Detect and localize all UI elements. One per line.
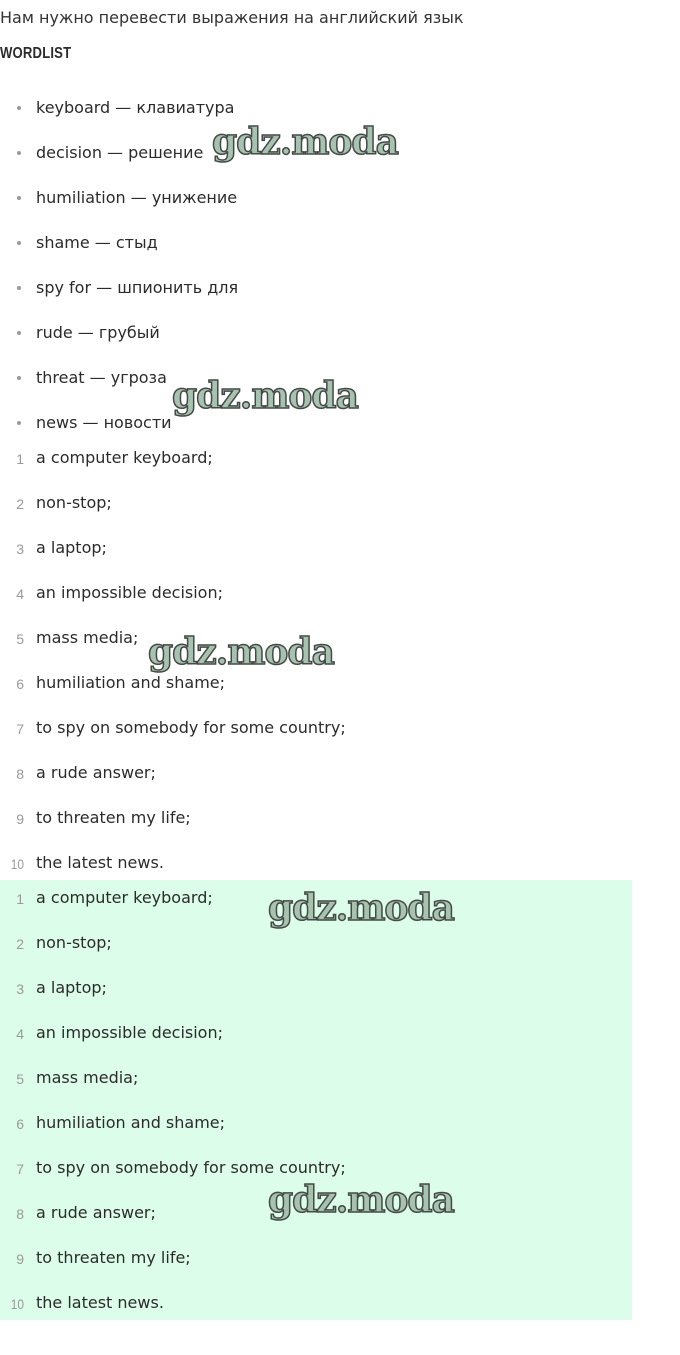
wordlist-item-text: decision — решение	[36, 143, 204, 162]
wordlist-item	[0, 367, 238, 412]
wordlist-item	[0, 277, 238, 322]
answer-item-text: humiliation and shame;	[36, 1113, 226, 1132]
task-item-text: to spy on somebody for some country;	[36, 718, 346, 737]
task-item-text: non-stop;	[36, 493, 112, 512]
answer-item-text: to spy on somebody for some country;	[36, 1158, 346, 1177]
task-item	[0, 807, 346, 852]
item-number: 4	[16, 586, 24, 602]
bullet-icon	[17, 196, 21, 200]
wordlist-item-text: humiliation — унижение	[36, 188, 238, 207]
task-item	[0, 627, 346, 672]
task-list	[0, 447, 346, 897]
answer-item-text: a computer keyboard;	[36, 888, 213, 907]
wordlist-item-text: news — новости	[36, 413, 172, 432]
wordlist-item-text: keyboard — клавиатура	[36, 98, 235, 117]
task-item-text: the latest news.	[36, 853, 164, 872]
task-item-text: a rude answer;	[36, 763, 156, 782]
bullet-icon	[17, 286, 21, 290]
item-number: 7	[16, 721, 24, 737]
watermark-logo: gdz.moda	[268, 887, 454, 929]
item-number: 5	[16, 631, 24, 647]
watermark-logo: gdz.moda	[268, 1179, 454, 1221]
task-item	[0, 717, 346, 762]
item-number: 4	[16, 1026, 24, 1042]
bullet-icon	[17, 331, 21, 335]
answer-item-text: to threaten my life;	[36, 1248, 191, 1267]
wordlist-item	[0, 142, 238, 187]
item-number: 7	[16, 1161, 24, 1177]
answer-item	[0, 932, 346, 977]
answer-list	[0, 887, 346, 1337]
task-item-text: an impossible decision;	[36, 583, 223, 602]
answer-item	[0, 887, 346, 932]
task-item	[0, 537, 346, 582]
wordlist-item-text: spy for — шпионить для	[36, 278, 239, 297]
wordlist-item	[0, 97, 238, 142]
answer-item	[0, 1292, 346, 1337]
wordlist	[0, 97, 238, 457]
item-number: 6	[16, 676, 24, 692]
item-number: 3	[16, 541, 24, 557]
item-number: 6	[16, 1116, 24, 1132]
wordlist-item	[0, 232, 238, 277]
answer-item	[0, 977, 346, 1022]
task-item	[0, 672, 346, 717]
answer-item-text: a rude answer;	[36, 1203, 156, 1222]
answer-item	[0, 1067, 346, 1112]
bullet-icon	[17, 106, 21, 110]
wordlist-item	[0, 187, 238, 232]
task-instruction: Нам нужно перевести выражения на английский язык	[0, 8, 464, 27]
task-item	[0, 492, 346, 537]
task-item-text: a laptop;	[36, 538, 107, 557]
item-number: 10	[10, 1296, 24, 1312]
item-number: 2	[16, 496, 24, 512]
answer-item-text: a laptop;	[36, 978, 107, 997]
bullet-icon	[17, 421, 21, 425]
item-number: 2	[16, 936, 24, 952]
item-number: 9	[16, 811, 24, 827]
answer-item	[0, 1112, 346, 1157]
task-item-text: to threaten my life;	[36, 808, 191, 827]
bullet-icon	[17, 376, 21, 380]
item-number: 10	[10, 856, 24, 872]
answer-item-text: non-stop;	[36, 933, 112, 952]
wordlist-item-text: threat — угроза	[36, 368, 167, 387]
item-number: 5	[16, 1071, 24, 1087]
wordlist-heading: WORDLIST	[0, 45, 72, 62]
task-item-text: a computer keyboard;	[36, 448, 213, 467]
item-number: 1	[16, 891, 24, 907]
answer-item	[0, 1157, 346, 1202]
bullet-icon	[17, 151, 21, 155]
item-number: 8	[16, 1206, 24, 1222]
answer-item-text: the latest news.	[36, 1293, 164, 1312]
wordlist-item-text: rude — грубый	[36, 323, 160, 342]
task-item	[0, 582, 346, 627]
answer-item	[0, 1202, 346, 1247]
answer-item-text: mass media;	[36, 1068, 139, 1087]
watermark-logo: gdz.moda	[172, 375, 358, 417]
item-number: 9	[16, 1251, 24, 1267]
answer-item-text: an impossible decision;	[36, 1023, 223, 1042]
task-item	[0, 762, 346, 807]
item-number: 3	[16, 981, 24, 997]
item-number: 8	[16, 766, 24, 782]
wordlist-item-text: shame — стыд	[36, 233, 158, 252]
task-item-text: humiliation and shame;	[36, 673, 226, 692]
bullet-icon	[17, 241, 21, 245]
task-item-text: mass media;	[36, 628, 139, 647]
watermark-logo: gdz.moda	[148, 631, 334, 673]
answer-item	[0, 1022, 346, 1067]
wordlist-item	[0, 322, 238, 367]
watermark-logo: gdz.moda	[212, 121, 398, 163]
item-number: 1	[16, 451, 24, 467]
task-item	[0, 447, 346, 492]
answer-item	[0, 1247, 346, 1292]
